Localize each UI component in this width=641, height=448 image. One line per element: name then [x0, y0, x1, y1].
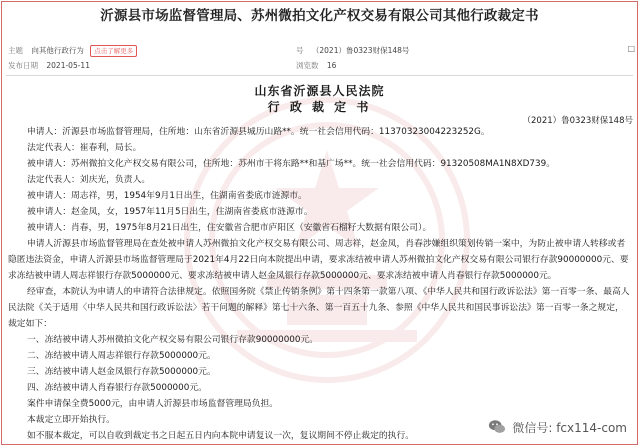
paragraph-company-rep: 法定代表人：刘庆光，负责人。	[27, 175, 151, 185]
paragraph-request: 申请人沂源县市场监督管理局在查处被申请人苏州微拍文化产权交易有限公司、周志祥，赵金凤，肖春涉嫌组织策划传销一案中，为防止被申请人转移或者隐匿违法资金，申请人沂源县市场监督管理局于2021年4月22日向本院提出申请，要求冻结被申请人苏州微拍文化产权交易有限公司银行存款90000000元、要求冻结被申请人周志祥银行存款5000000元、要求冻结被申请人赵金凤银行存款5000000元、要求冻结被申请人肖春银行存款5000000元。	[8, 239, 629, 281]
meta-views	[296, 60, 336, 71]
learn-more-badge[interactable]: 点击了解更多	[90, 45, 137, 57]
meta-date-value: 2021-05-11	[46, 61, 90, 70]
paragraph-respondent-zhou: 被申请人：周志祥，男，1954年9月1日出生，住湖南省娄底市涟源市。	[27, 191, 307, 201]
meta-caseno-value: （2021）鲁0323财保148号	[311, 46, 410, 55]
paragraph-review: 经审查，本院认为申请人的申请符合法律规定。依照国务院《禁止传销条例》第十四条第一款第八项、《中华人民共和国行政诉讼法》第一百零一条、最高人民法院《关于适用〈中华人民共和国行政诉讼法〉若干问题的解释》第七十六条、第一百五十九条、参照《中华人民共和国民事诉讼法》第一百零一条之规定，裁定如下：	[8, 287, 630, 329]
meta-views-label: 浏览数	[296, 61, 319, 70]
meta-subject-value: 向其他行政行为	[31, 46, 84, 55]
document-title: 沂源县市场监督管理局、苏州微拍文化产权交易有限公司其他行政裁定书	[100, 8, 539, 24]
meta-date	[8, 60, 90, 71]
paragraph-fee: 案件申请保全费5000元，由申请人沂源县市场监督管理局负担。	[27, 399, 279, 409]
case-number: （2021）鲁0323财保148号	[522, 116, 633, 126]
watermark-text: 微信号: fcx114-com	[512, 420, 627, 435]
meta-views-value: 16	[326, 61, 337, 70]
meta-date-label: 发布日期	[8, 61, 38, 70]
paragraph-applicant-rep: 法定代表人：崔春利，局长。	[27, 143, 142, 153]
paragraph-order-2: 二、冻结被申请人周志祥银行存款5000000元。	[27, 351, 216, 361]
paragraph-respondent-xiao: 被申请人：肖春，男，1975年8月21日出生，住安徽省合肥市庐阳区（安徽省石榴籽大数据有限公司）。	[27, 223, 432, 233]
wechat-watermark	[488, 418, 627, 436]
meta-subject	[8, 45, 137, 57]
paragraph-order-3: 三、冻结被申请人赵金凤银行存款5000000元。	[27, 367, 216, 377]
meta-caseno	[296, 45, 409, 56]
paragraph-applicant: 申请人：沂源县市场监督管理局，住所地：山东省沂源县城历山路**。统一社会信用代码：11370323004223252G。	[27, 127, 490, 137]
meta-subject-label: 主题	[8, 46, 23, 55]
paragraph-respondent-zhao: 被申请人：赵金凤，女，1957年11月5日出生，住湖南省娄底市涟源市。	[27, 207, 313, 217]
wechat-icon	[488, 418, 506, 436]
meta-caseno-label: 号	[296, 46, 304, 55]
paragraph-respondent-company: 被申请人：苏州微拍文化产权交易有限公司，住所地：苏州市干将东路**和基广场**。统一社会信用代码：91320508MA1N8XD739。	[27, 159, 556, 169]
document-frame	[1, 1, 638, 445]
ruling-title: 行 政 裁 定 书	[267, 100, 372, 114]
paragraph-order-1: 一、冻结被申请人苏州微拍文化产权交易有限公司银行存款90000000元。	[27, 335, 319, 345]
paragraph-execution: 本裁定立即开始执行。	[27, 415, 115, 425]
paragraph-order-4: 四、冻结被申请人肖春银行存款5000000元。	[27, 383, 207, 393]
document-meta	[2, 40, 637, 74]
court-name: 山东省沂源县人民法院	[254, 84, 385, 98]
paragraph-appeal: 如不服本裁定，可以自收到裁定书之日起五日内向本院申请复议一次，复议期间不停止裁定的执行。	[27, 431, 415, 441]
checkbox-icon: □	[627, 44, 635, 53]
divider	[6, 75, 633, 76]
ruling-body	[8, 124, 630, 444]
